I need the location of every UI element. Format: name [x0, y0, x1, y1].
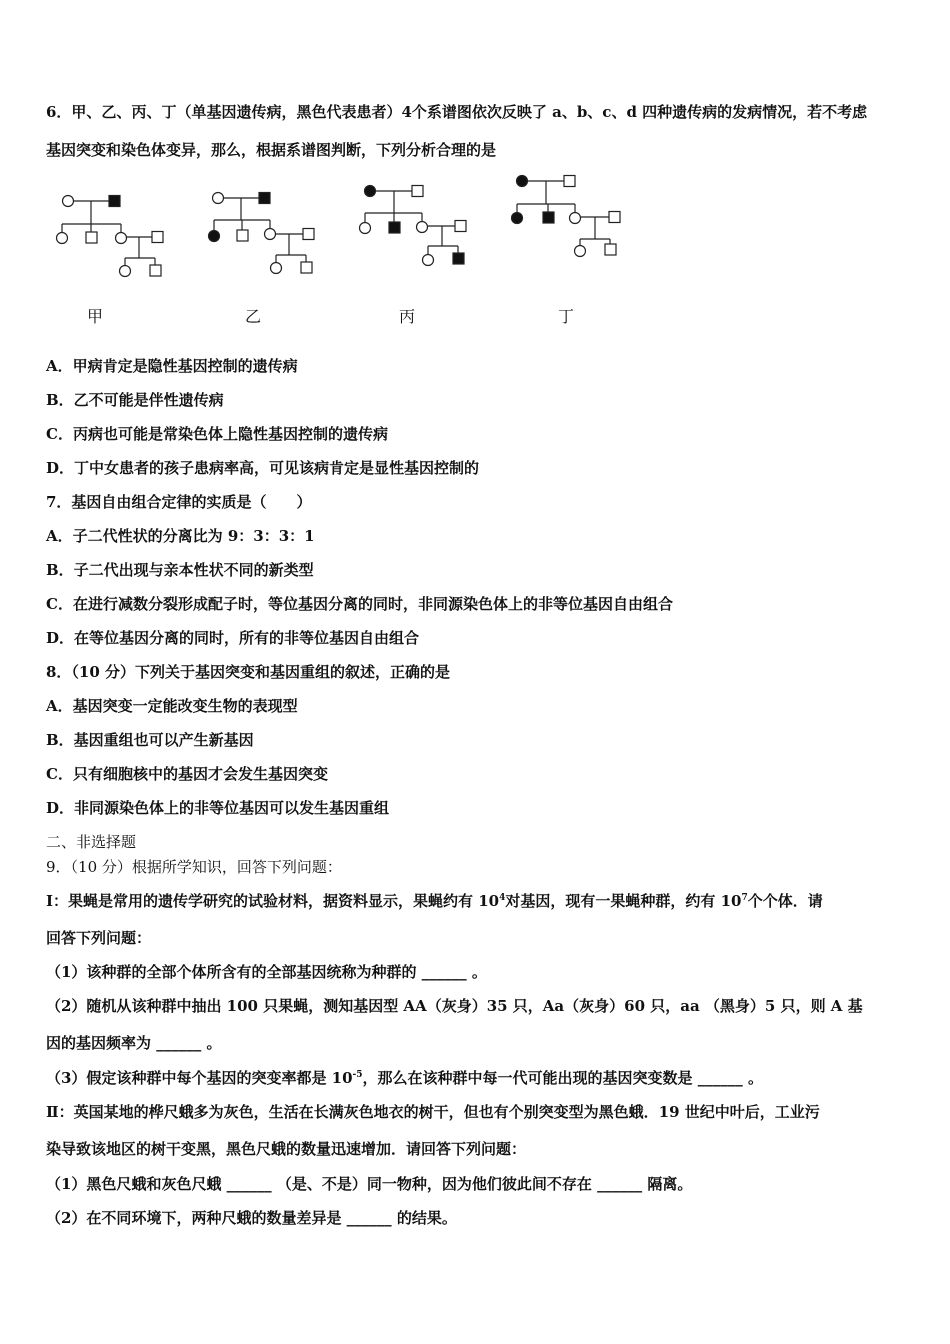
q7-option-d: D．在等位基因分离的同时，所有的非等位基因自由组合 [46, 629, 420, 647]
pedigree-label-bing: 丙 [399, 307, 416, 326]
pedigree-label-ding: 丁 [558, 307, 575, 326]
q9-part2-line2: 染导致该地区的树干变黑，黑色尺蛾的数量迅速增加．请回答下列问题： [46, 1140, 527, 1158]
q6-stem-line1: 6．甲、乙、丙、丁（单基因遗传病，黑色代表患者）4个系谱图依次反映了 a、b、c、d 四种遗传病的发病情况，若不考虑 [46, 103, 868, 121]
q9-part1-exp2: 7 [741, 893, 748, 903]
q9-part2-sub1: （1）黑色尺蛾和灰色尺蛾 ______ （是、不是）同一物种，因为他们彼此间不存在 ______ 隔离。 [46, 1175, 693, 1193]
q6-stem-line2: 基因突变和染色体变异，那么，根据系谱图判断，下列分析合理的是 [46, 141, 497, 159]
q7-option-a: A．子二代性状的分离比为 9：3：3：1 [46, 527, 315, 545]
q7-option-c: C．在进行减数分裂形成配子时，等位基因分离的同时，非同源染色体上的非等位基因自由组合 [46, 595, 673, 613]
q7-stem: 7．基因自由组合定律的实质是（ ） [46, 493, 312, 511]
q9-stem: 9．（10 分）根据所学知识，回答下列问题： [46, 858, 342, 876]
q9-sub2-line2: 因的基因频率为 ______ 。 [46, 1034, 222, 1052]
q6-option-d: D．丁中女患者的孩子患病率高，可见该病肯定是显性基因控制的 [46, 459, 480, 477]
q9-part1-line1 [46, 891, 823, 911]
q9-sub3-text-b: ，那么在该种群中每一代可能出现的基因突变数是 ______ 。 [362, 1069, 763, 1087]
q8-stem: 8．（10 分）下列关于基因突变和基因重组的叙述，正确的是 [46, 663, 451, 681]
q9-part1-exp1: 4 [499, 893, 506, 903]
q6-option-b: B．乙不可能是伴性遗传病 [46, 391, 224, 409]
q9-sub3-exp: -5 [352, 1070, 363, 1080]
q9-sub1: （1）该种群的全部个体所含有的全部基因统称为种群的 ______ 。 [46, 963, 487, 981]
pedigree-label-yi: 乙 [245, 307, 262, 326]
q8-option-c: C．只有细胞核中的基因才会发生基因突变 [46, 765, 328, 783]
q9-sub2-line1: （2）随机从该种群中抽出 100 只果蝇，测知基因型 AA（灰身）35 只，Aa（灰身）60 只，aa （黑身）5 只，则 A 基 [46, 997, 863, 1015]
q6-option-c: C．丙病也可能是常染色体上隐性基因控制的遗传病 [46, 425, 388, 443]
q8-option-d: D．非同源染色体上的非等位基因可以发生基因重组 [46, 799, 390, 817]
q9-sub3-text-a: （3）假定该种群中每个基因的突变率都是 10 [46, 1069, 353, 1087]
pedigree-bing [352, 176, 482, 276]
q9-part1-text-a: I：果蝇是常用的遗传学研究的试验材料，据资料显示，果蝇约有 10 [46, 892, 500, 910]
q6-option-a: A．甲病肯定是隐性基因控制的遗传病 [46, 357, 298, 375]
q9-part2-sub2: （2）在不同环境下，两种尺蛾的数量差异是 ______ 的结果。 [46, 1209, 457, 1227]
pedigree-yi [202, 186, 332, 286]
q9-part2-line1: Ⅱ：英国某地的桦尺蛾多为灰色，生活在长满灰色地衣的树干，但也有个别突变型为黑色蛾．19 世纪中叶后，工业污 [46, 1103, 820, 1121]
section-title: 二、非选择题 [46, 833, 137, 851]
q9-part1-text-c: 个个体．请 [747, 892, 823, 910]
q7-option-b: B．子二代出现与亲本性状不同的新类型 [46, 561, 314, 579]
q8-option-b: B．基因重组也可以产生新基因 [46, 731, 254, 749]
q9-part1-text-b: 对基因，现有一果蝇种群，约有 10 [505, 892, 742, 910]
pedigree-jia [50, 186, 180, 286]
pedigree-label-jia: 甲 [87, 307, 104, 326]
q9-sub3 [46, 1068, 763, 1088]
pedigree-ding [508, 168, 638, 268]
q8-option-a: A．基因突变一定能改变生物的表现型 [46, 697, 298, 715]
q9-part1-line2: 回答下列问题： [46, 929, 152, 947]
